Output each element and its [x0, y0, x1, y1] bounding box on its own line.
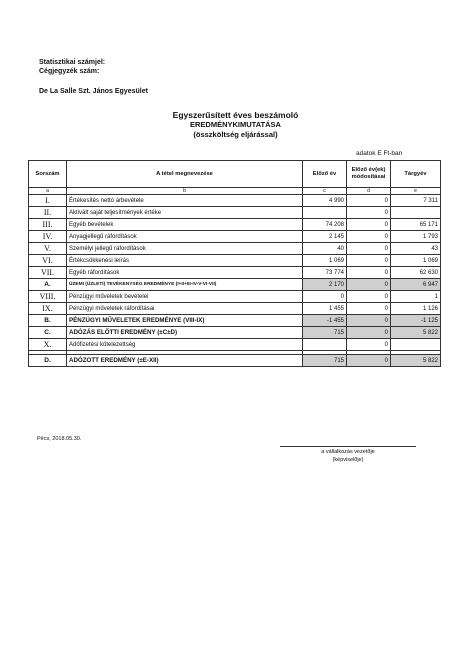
- row-mod: 0: [347, 303, 391, 315]
- row-name: Anyagjellegű ráfordítások: [67, 231, 303, 243]
- row-mod: 0: [347, 219, 391, 231]
- col-header-curr: Tárgyév: [391, 161, 441, 188]
- company-registry-label: Cégjegyzék szám:: [39, 68, 100, 75]
- table-row: [29, 255, 441, 267]
- col-letter-c: c: [303, 188, 347, 195]
- row-name: Egyéb bevételek: [67, 219, 303, 231]
- row-curr: [391, 207, 441, 219]
- row-curr: 1 793: [391, 231, 441, 243]
- col-letter-b: b: [67, 188, 303, 195]
- row-mod: 0: [347, 355, 391, 367]
- col-header-prev: Előző év: [303, 161, 347, 188]
- row-name: Pénzügyi műveletek bevételei: [67, 291, 303, 303]
- row-curr: 62 630: [391, 267, 441, 279]
- table-row: [29, 291, 441, 303]
- col-header-sorszam: Sorszám: [29, 161, 67, 188]
- income-statement-table: [28, 160, 441, 367]
- signer-title: a vállalkozás vezetője: [321, 449, 375, 455]
- row-name: Értékesítés nettó árbevétele: [67, 195, 303, 207]
- table-row: [29, 267, 441, 279]
- row-name: Aktivált saját teljesítmények értéke: [67, 207, 303, 219]
- row-mod: 0: [347, 207, 391, 219]
- row-prev: 4 990: [303, 195, 347, 207]
- row-prev: [303, 339, 347, 351]
- column-letter-row: [29, 188, 441, 195]
- col-letter-a: a: [29, 188, 67, 195]
- row-prev: 2 170: [303, 279, 347, 291]
- units-note: adatok E Ft-ban: [356, 150, 403, 157]
- row-mod: 0: [347, 339, 391, 351]
- row-code: VIII.: [29, 291, 67, 303]
- result-row-financial: [29, 315, 441, 327]
- row-curr: 7 311: [391, 195, 441, 207]
- row-curr: 65 171: [391, 219, 441, 231]
- row-code: C.: [29, 327, 67, 339]
- row-prev: 0: [303, 291, 347, 303]
- row-prev: 1 455: [303, 303, 347, 315]
- table-row: [29, 219, 441, 231]
- row-code: A.: [29, 279, 67, 291]
- result-row-operating: [29, 279, 441, 291]
- signature-line: [280, 446, 416, 447]
- row-curr: 5 822: [391, 355, 441, 367]
- row-curr: 5 822: [391, 327, 441, 339]
- table-row: [29, 243, 441, 255]
- table-row: [29, 231, 441, 243]
- row-code: D.: [29, 355, 67, 367]
- row-code: IX.: [29, 303, 67, 315]
- row-name: Pénzügyi műveletek ráfordításai: [67, 303, 303, 315]
- report-subtitle: EREDMÉNYKIMUTATÁSA: [190, 120, 281, 129]
- result-row-pretax: [29, 327, 441, 339]
- row-prev: [303, 207, 347, 219]
- table-row: [29, 303, 441, 315]
- row-mod: 0: [347, 279, 391, 291]
- place-date: Pécs, 2018.05.30.: [37, 436, 82, 442]
- row-code: B.: [29, 315, 67, 327]
- row-name: Egyéb ráfordítások: [67, 267, 303, 279]
- row-prev: 73 774: [303, 267, 347, 279]
- result-row-aftertax: [29, 355, 441, 367]
- table-header-row: [29, 161, 441, 188]
- row-curr: 1: [391, 291, 441, 303]
- row-code: I.: [29, 195, 67, 207]
- row-mod: 0: [347, 243, 391, 255]
- report-method: (összköltség eljárással): [193, 130, 278, 139]
- col-letter-d: d: [347, 188, 391, 195]
- row-name: PÉNZÜGYI MŰVELETEK EREDMÉNYE (VIII-IX): [67, 315, 303, 327]
- row-code: VI.: [29, 255, 67, 267]
- row-code: X.: [29, 339, 67, 351]
- row-name: ADÓZOTT EREDMÉNY (±E-XII): [67, 355, 303, 367]
- row-name: Értékcsökkenési leírás: [67, 255, 303, 267]
- row-curr: [391, 339, 441, 351]
- row-code: IV.: [29, 231, 67, 243]
- row-name: ADÓZÁS ELŐTTI EREDMÉNY (±C±D): [67, 327, 303, 339]
- row-code: V.: [29, 243, 67, 255]
- row-curr: 6 947: [391, 279, 441, 291]
- row-mod: 0: [347, 195, 391, 207]
- row-prev: 2 145: [303, 231, 347, 243]
- table-row: [29, 339, 441, 351]
- signer-note: (képviselője): [332, 457, 364, 463]
- table-row: [29, 195, 441, 207]
- company-name: De La Salle Szt. János Egyesület: [39, 88, 148, 95]
- row-code: III.: [29, 219, 67, 231]
- report-title: Egyszerűsített éves beszámoló: [172, 110, 299, 120]
- row-name: Adófizetési kötelezettség: [67, 339, 303, 351]
- row-prev: 40: [303, 243, 347, 255]
- row-mod: 0: [347, 291, 391, 303]
- row-prev: 715: [303, 355, 347, 367]
- row-curr: 1 126: [391, 303, 441, 315]
- row-mod: 0: [347, 255, 391, 267]
- row-curr: -1 125: [391, 315, 441, 327]
- col-header-name: A tétel megnevezése: [67, 161, 303, 188]
- row-prev: 1 069: [303, 255, 347, 267]
- statistical-number-label: Statisztikai számjel:: [39, 59, 106, 66]
- row-name: ÜZEMI (ÜZLETI) TEVÉKENYSÉG EREDMÉNYE (I+II+III-IV-V-VI-VII): [67, 279, 303, 291]
- col-letter-e: e: [391, 188, 441, 195]
- row-mod: 0: [347, 327, 391, 339]
- row-code: VII.: [29, 267, 67, 279]
- row-mod: 0: [347, 231, 391, 243]
- row-name: Személyi jellegű ráfordítások: [67, 243, 303, 255]
- row-prev: -1 455: [303, 315, 347, 327]
- row-prev: 74 208: [303, 219, 347, 231]
- row-prev: 715: [303, 327, 347, 339]
- row-curr: 43: [391, 243, 441, 255]
- row-mod: 0: [347, 267, 391, 279]
- col-header-mod: Előző év(ek) módosításai: [347, 161, 391, 188]
- table-row: [29, 207, 441, 219]
- row-code: II.: [29, 207, 67, 219]
- row-curr: 1 069: [391, 255, 441, 267]
- row-mod: 0: [347, 315, 391, 327]
